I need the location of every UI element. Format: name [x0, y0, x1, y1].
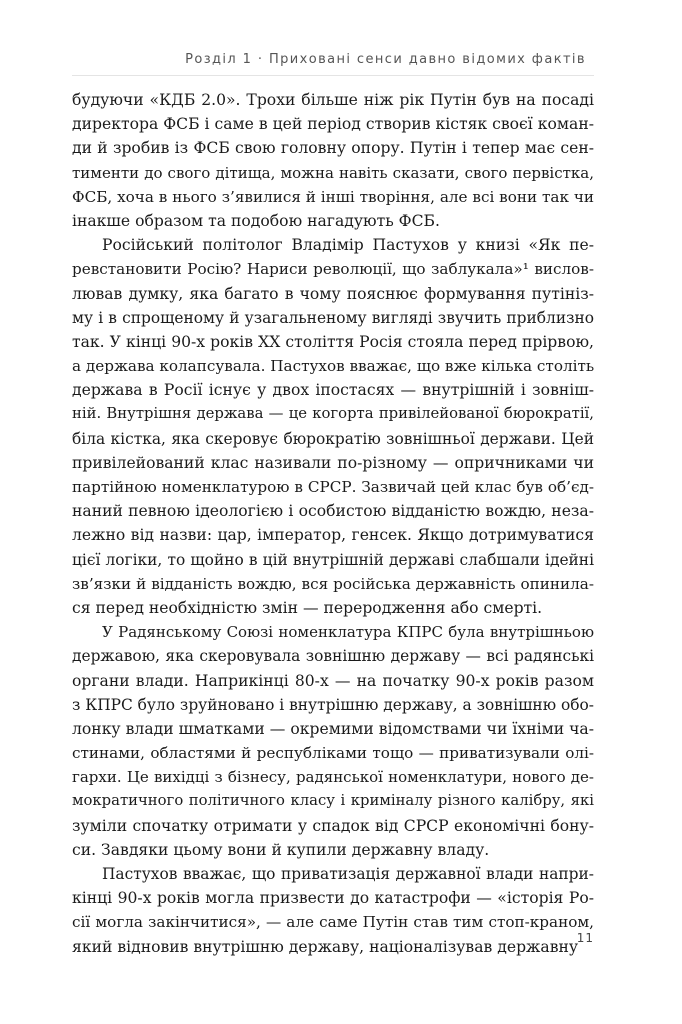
- text-line: так. У кінці 90-х років ХХ століття Росія стояла перед прірвою,: [72, 332, 594, 351]
- text-line: з КПРС було зруйновано і внутрішню державу, а зовнішню обо-: [72, 695, 594, 714]
- text-line: У Радянському Союзі номенклатура КПРС була внутрішньою: [102, 623, 594, 642]
- paragraph: [72, 233, 594, 620]
- text-line: директора ФСБ і саме в цей період створив кістяк своєї коман-: [72, 115, 594, 134]
- text-line: гархи. Це вихідці з бізнесу, радянської номенклатури, нового де-: [72, 768, 594, 787]
- text-line: партійною номенклатурою в СРСР. Зазвичай цей клас був об’єд-: [72, 478, 594, 496]
- header-divider: [72, 75, 594, 76]
- text-line: лежно від назви: цар, імператор, генсек. Якщо дотримуватися: [72, 526, 594, 545]
- text-line: держава в Росії існує у двох іпостасях — внутрішній і зовніш-: [72, 381, 594, 400]
- paragraph: [72, 620, 594, 862]
- page-number: 11: [576, 931, 594, 945]
- text-line: а держава колапсувала. Пастухов вважає, що вже кілька століть: [72, 357, 595, 376]
- text-line: ревстановити Росію? Нариси революції, що заблукала»¹ вислов-: [72, 260, 594, 279]
- text-line: Пастухов вважає, що приватизація державної влади напри-: [102, 865, 594, 883]
- body-text: [72, 88, 594, 959]
- text-line: сії могла закінчитися», — але саме Путін став тим стоп-краном,: [72, 913, 594, 932]
- text-line: наний певною ідеологією і особистою відданістю вождю, неза-: [72, 502, 594, 521]
- text-line: біла кістка, яка скеровує бюрократію зовнішньої держави. Цей: [72, 429, 594, 448]
- text-line: привілейований клас називали по-різному — опричниками чи: [72, 453, 594, 472]
- text-line: лював думку, яка багато в чому пояснює формування путініз-: [72, 284, 594, 303]
- text-line: який відновив внутрішню державу, націоналізував державну: [72, 937, 579, 956]
- paragraph: [72, 862, 594, 959]
- text-line: цієї логіки, то щойно в цій внутрішній державі слабшали ідейні: [72, 550, 594, 569]
- text-line: кінці 90-х років могла призвести до катастрофи — «історія Ро-: [72, 889, 594, 908]
- text-line: лонку влади шматками — окремими відомствами чи їхніми ча-: [72, 719, 594, 738]
- text-line: мократичного політичного класу і криміналу різного калібру, які: [72, 792, 594, 810]
- paragraph: [72, 88, 594, 233]
- text-line: зв’язки й відданість вождю, вся російська державність опинила-: [72, 574, 594, 593]
- text-line: му і в спрощеному й узагальненому вигляді звучить приблизно: [72, 308, 594, 327]
- text-line: ній. Внутрішня держава — це когорта привілейованої бюрократії,: [72, 405, 594, 423]
- text-line: тименти до свого дітища, можна навіть сказати, свого первістка,: [72, 163, 594, 182]
- text-line: ся перед необхідністю змін — переродження або смерті.: [72, 598, 543, 617]
- running-header: Розділ 1 · Приховані сенси давно відомих фактів: [185, 52, 586, 67]
- text-line: інакше образом та подобою нагадують ФСБ.: [72, 211, 440, 230]
- text-line: Російський політолог Владімір Пастухов у книзі «Як пе-: [102, 236, 594, 255]
- text-line: стинами, областями й республіками тощо — приватизували олі-: [72, 744, 594, 763]
- text-line: си. Завдяки цьому вони й купили державну владу.: [72, 840, 490, 859]
- text-line: ФСБ, хоча в нього з’явилися й інші творіння, але всі вони так чи: [72, 187, 594, 206]
- text-line: будуючи «КДБ 2.0». Трохи більше ніж рік Путін був на посаді: [72, 91, 594, 109]
- text-line: органи влади. Наприкінці 80-х — на початку 90-х років разом: [72, 671, 594, 690]
- text-line: ди й зробив із ФСБ свою головну опору. Путін і тепер має сен-: [72, 139, 594, 158]
- text-line: державою, яка скеровувала зовнішню державу — всі радянські: [72, 647, 594, 666]
- text-line: зуміли спочатку отримати у спадок від СРСР економічні бону-: [72, 816, 594, 835]
